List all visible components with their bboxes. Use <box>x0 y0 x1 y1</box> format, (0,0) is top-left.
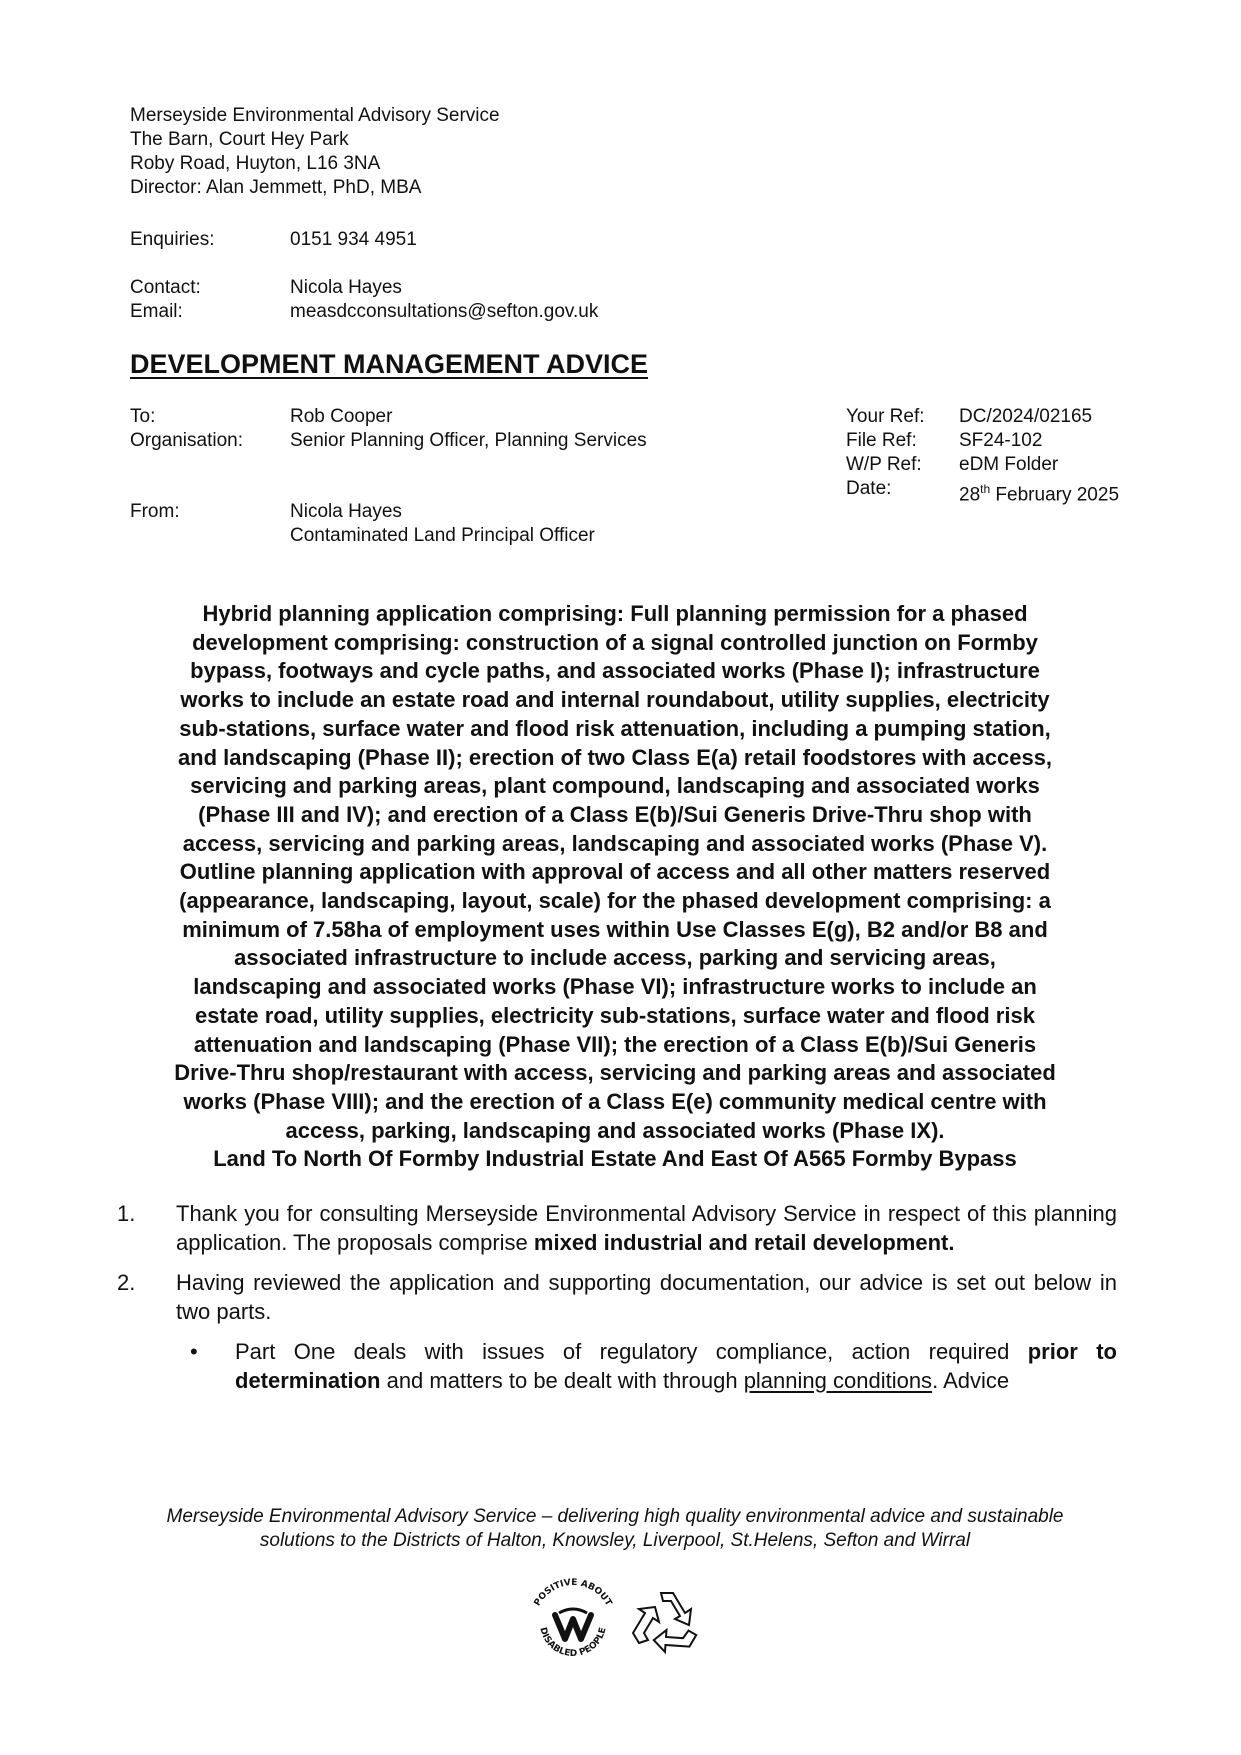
bullet-text: Part One deals with issues of regulatory compliance, action required <box>235 1339 1028 1364</box>
enquiries-block <box>130 228 417 252</box>
bullet-text: and matters to be dealt with through <box>380 1367 744 1393</box>
bullet-text: . Advice <box>932 1367 1010 1393</box>
application-line: minimum of 7.58ha of employment uses within Use Classes E(g), B2 and/or B8 and <box>182 916 1048 942</box>
site-address-line: Land To North Of Formby Industrial Estate And East Of A565 Formby Bypass <box>213 1146 1017 1172</box>
footer-line: Merseyside Environmental Advisory Service – delivering high quality environmental advice and sustainable <box>166 1506 1064 1527</box>
application-line: Drive-Thru shop/restaurant with access, servicing and parking areas and associated <box>174 1060 1056 1086</box>
from-block <box>130 500 595 548</box>
list-item <box>117 1269 1117 1326</box>
application-line: works to include an estate road and internal roundabout, utility supplies, electricity <box>180 687 1050 713</box>
application-line: Outline planning application with approval of access and all other matters reserved <box>179 859 1051 885</box>
document-title: DEVELOPMENT MANAGEMENT ADVICE <box>130 349 649 379</box>
sender-address-line2: Roby Road, Huyton, L16 3NA <box>130 153 381 174</box>
enquiries-phone: 0151 934 4951 <box>290 229 417 250</box>
from-title: Contaminated Land Principal Officer <box>290 525 595 546</box>
wp-ref-label: W/P Ref: <box>846 454 922 475</box>
application-line: associated infrastructure to include access, parking and servicing areas, <box>234 945 996 971</box>
contact-name: Nicola Hayes <box>290 277 402 298</box>
application-line: estate road, utility supplies, electricity sub-stations, surface water and flood risk <box>195 1002 1035 1028</box>
application-line: works (Phase VIII); and the erection of a Class E(e) community medical centre with <box>183 1088 1047 1114</box>
date-rest: February 2025 <box>990 484 1120 506</box>
date-day: 28 <box>959 484 981 506</box>
recycle-icon <box>633 1593 697 1654</box>
organisation-label: Organisation: <box>130 430 244 451</box>
application-line: (Phase III and IV); and erection of a Class E(b)/Sui Generis Drive-Thru shop with <box>198 801 1032 827</box>
reference-block <box>846 405 1119 507</box>
item-text: Having reviewed the application and supporting documentation, our advice is set out below in two parts. <box>176 1270 1117 1324</box>
file-ref-label: File Ref: <box>846 430 917 451</box>
sender-address <box>130 104 500 200</box>
contact-label: Contact: <box>130 277 201 298</box>
footer-line: solutions to the Districts of Halton, Knowsley, Liverpool, St.Helens, Sefton and Wirral <box>259 1530 971 1551</box>
bullet-bold-text: prior to determination <box>235 1339 1117 1393</box>
logo-bottom-text: DISABLED PEOPLE <box>537 1626 609 1659</box>
your-ref-value: DC/2024/02165 <box>959 406 1093 427</box>
logo-top-text: POSITIVE ABOUT <box>532 1577 614 1608</box>
list-item <box>117 1200 1117 1257</box>
to-label: To: <box>130 406 156 427</box>
from-name: Nicola Hayes <box>290 501 402 522</box>
item-text: Thank you for consulting Merseyside Environmental Advisory Service in respect of this planning application. The proposals comprise <box>176 1201 1117 1255</box>
item-number: 1. <box>117 1201 136 1226</box>
application-line: attenuation and landscaping (Phase VII); the erection of a Class E(b)/Sui Generis <box>193 1031 1037 1057</box>
application-line: access, servicing and parking areas, landscaping and associated works (Phase V). <box>182 830 1048 856</box>
enquiries-label: Enquiries: <box>130 229 215 250</box>
item-bold-text: mixed industrial and retail development. <box>533 1229 955 1255</box>
date-value <box>959 477 1119 507</box>
application-line: landscaping and associated works (Phase VI); infrastructure works to include an <box>193 974 1037 1000</box>
sender-org: Merseyside Environmental Advisory Service <box>130 105 500 126</box>
application-line: (appearance, landscaping, layout, scale) for the phased development comprising: a <box>179 888 1051 914</box>
recipient-block <box>130 405 647 453</box>
bullet-symbol: • <box>190 1339 198 1364</box>
footer <box>110 1505 1120 1553</box>
item-number: 2. <box>117 1270 136 1295</box>
footer-logos <box>527 1577 713 1667</box>
application-line: development comprising: construction of a signal controlled junction on Formby <box>192 629 1038 655</box>
application-line: servicing and parking areas, plant compound, landscaping and associated works <box>190 773 1040 799</box>
sender-address-line1: The Barn, Court Hey Park <box>130 129 349 150</box>
bullet-item <box>117 1338 1117 1395</box>
your-ref-label: Your Ref: <box>846 406 925 427</box>
sender-director: Director: Alan Jemmett, PhD, MBA <box>130 177 422 198</box>
date-label: Date: <box>846 478 892 499</box>
wp-ref-value: eDM Folder <box>959 454 1059 475</box>
disability-symbol-logo <box>533 1578 614 1659</box>
logo-graphics <box>527 1577 713 1667</box>
organisation-value: Senior Planning Officer, Planning Services <box>290 430 647 451</box>
bullet-underlined-text: planning conditions <box>743 1367 933 1393</box>
contact-block <box>130 276 598 324</box>
date-suffix: th <box>980 482 991 496</box>
to-value: Rob Cooper <box>290 406 393 427</box>
email-label: Email: <box>130 301 183 322</box>
advice-list <box>117 1200 1117 1395</box>
application-description <box>110 600 1120 1174</box>
application-line: access, parking, landscaping and associated works (Phase IX). <box>285 1117 945 1143</box>
file-ref-value: SF24-102 <box>959 430 1043 451</box>
email-address: measdcconsultations@sefton.gov.uk <box>290 301 599 322</box>
application-line: Hybrid planning application comprising: Full planning permission for a phased <box>202 601 1028 626</box>
application-line: bypass, footways and cycle paths, and associated works (Phase I); infrastructure <box>190 658 1040 684</box>
from-label: From: <box>130 501 180 522</box>
application-line: and landscaping (Phase II); erection of two Class E(a) retail foodstores with access, <box>177 744 1053 770</box>
application-line: sub-stations, surface water and flood risk attenuation, including a pumping station, <box>179 715 1051 741</box>
